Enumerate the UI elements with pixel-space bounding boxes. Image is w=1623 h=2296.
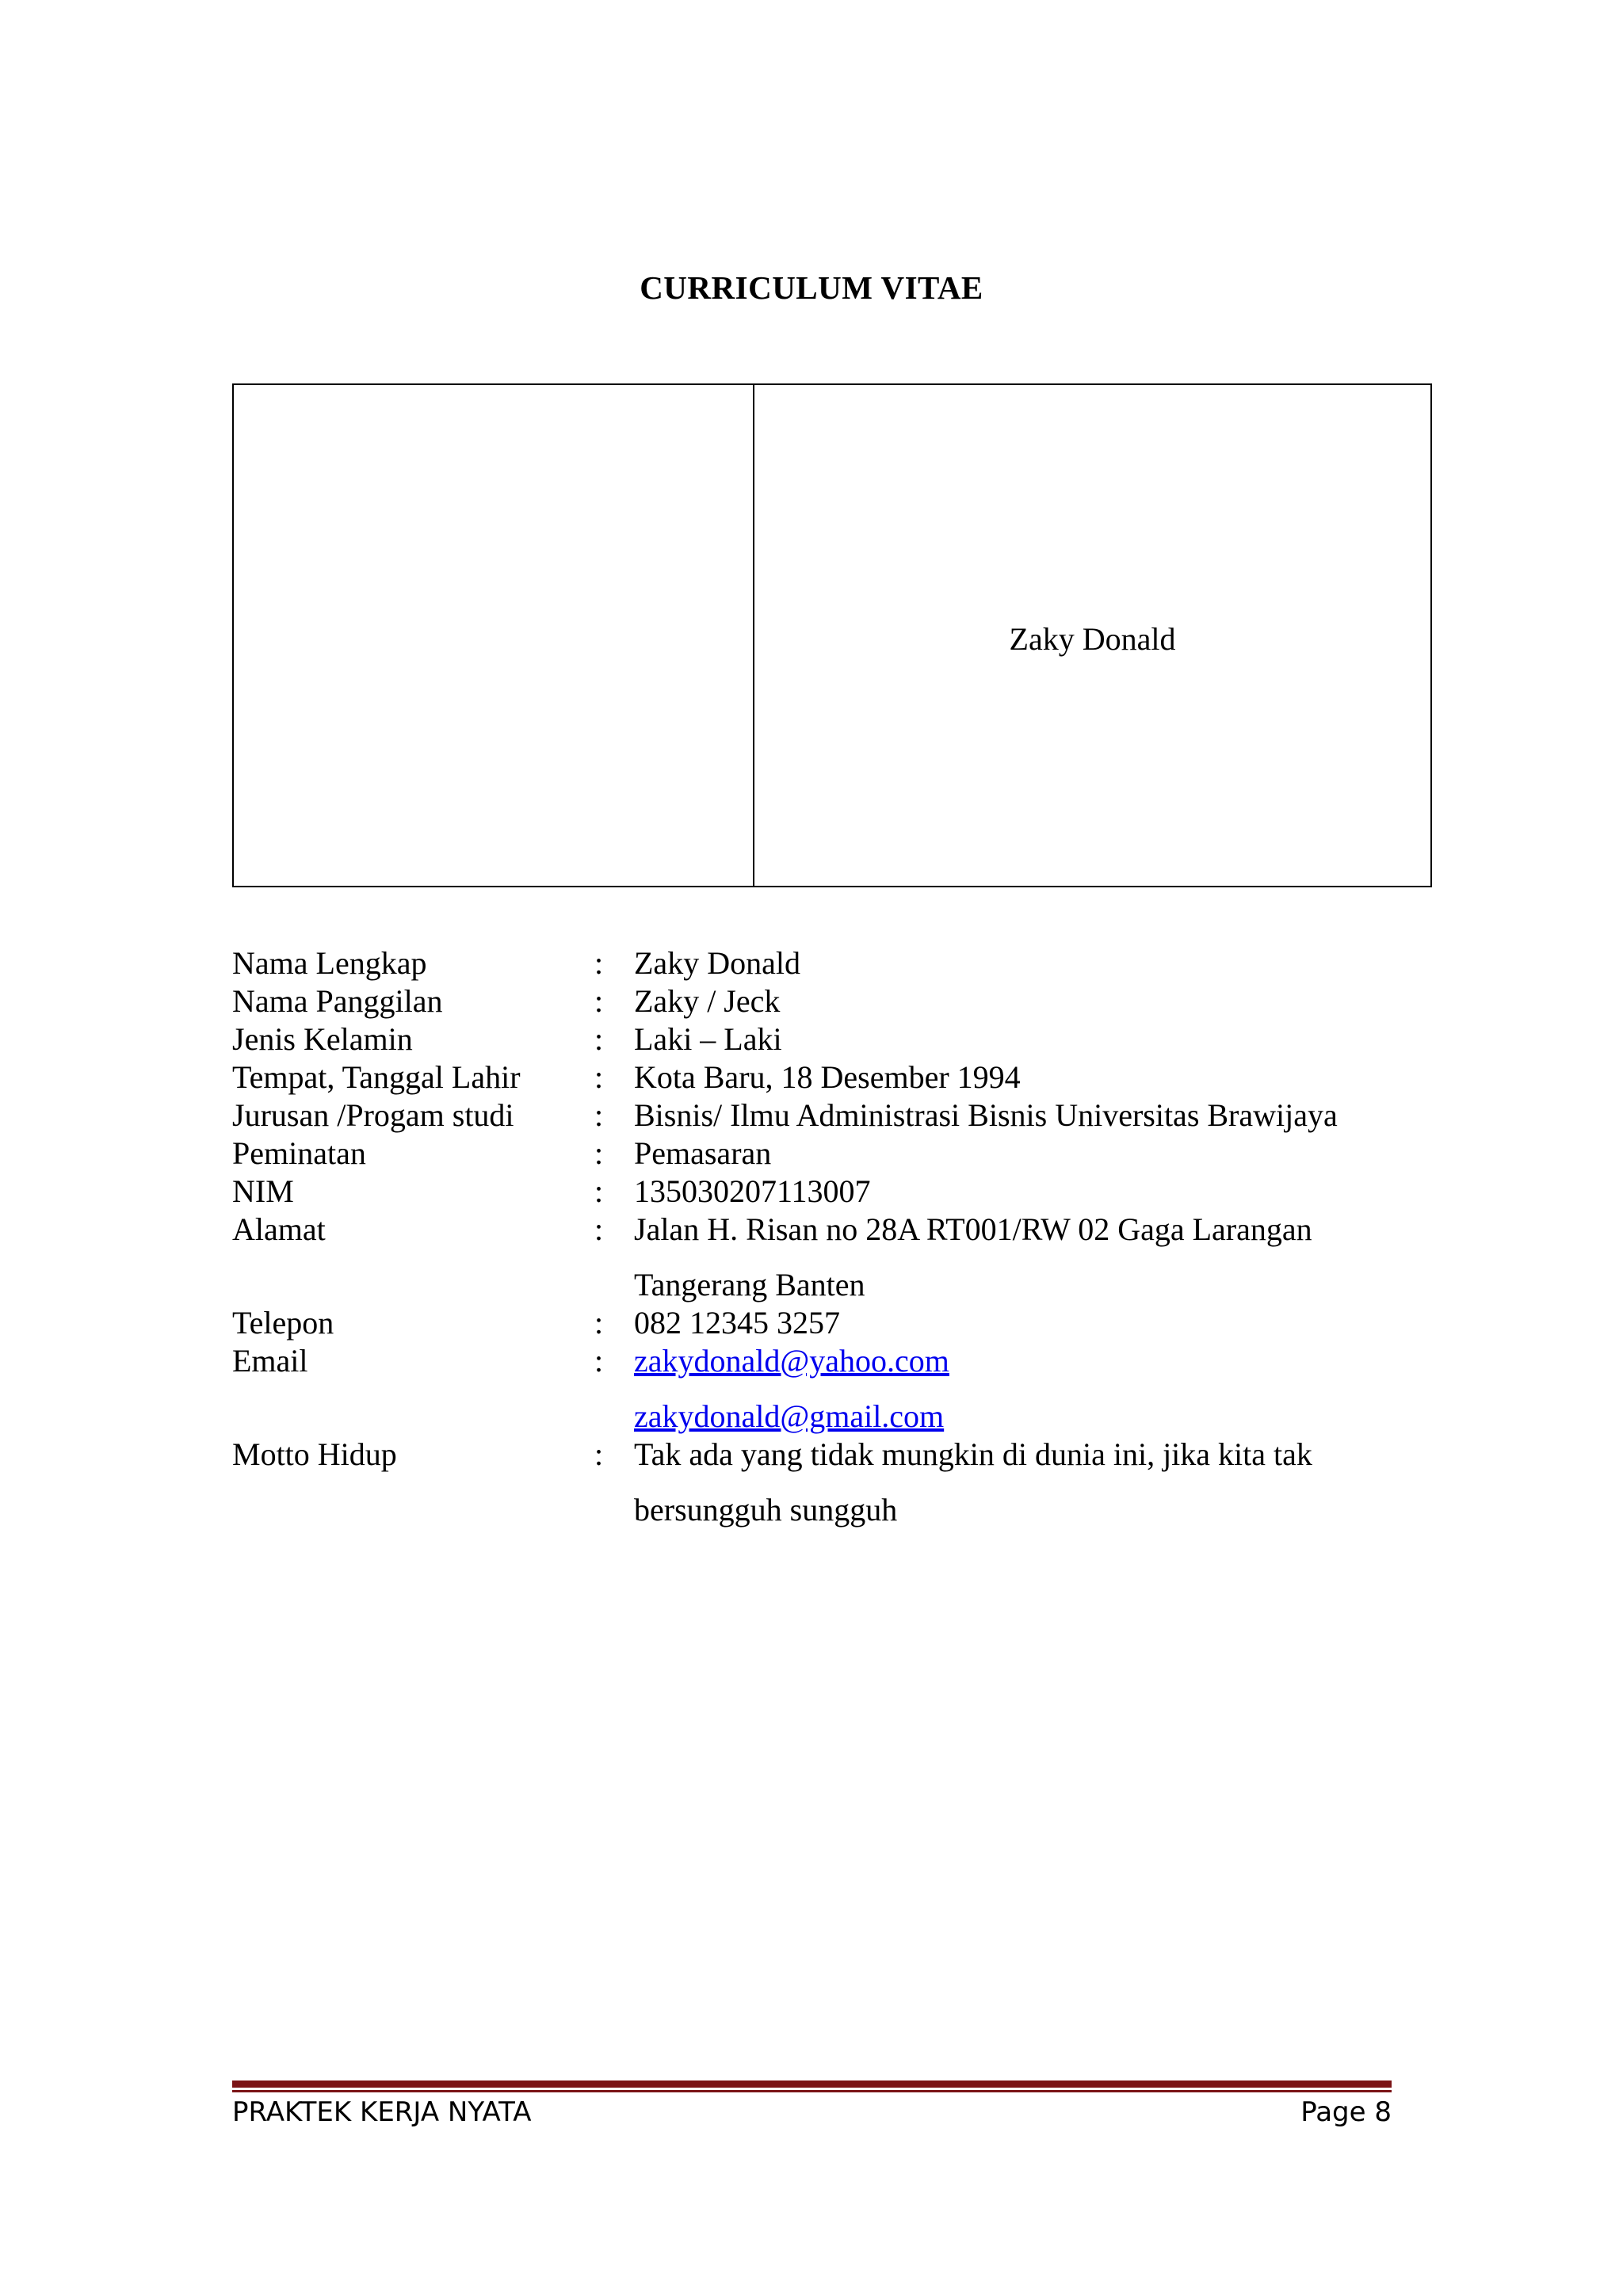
- address-line-2: Tangerang Banten: [634, 1267, 865, 1302]
- info-colon: :: [594, 1343, 604, 1379]
- info-label: Jurusan /Progam studi: [232, 1097, 514, 1133]
- info-colon: :: [594, 1097, 604, 1133]
- info-value: Zaky Donald: [634, 945, 800, 981]
- footer-divider-thin: [232, 2090, 1392, 2092]
- footer-divider: [232, 2081, 1392, 2088]
- info-value: Zaky / Jeck: [634, 983, 781, 1019]
- info-row-concentration: [232, 1135, 1437, 1173]
- info-value: 082 12345 3257: [634, 1305, 840, 1341]
- photo-placeholder: [234, 385, 754, 886]
- info-row-full-name: [232, 944, 1437, 982]
- info-row-birth: [232, 1058, 1437, 1097]
- info-row-phone: [232, 1304, 1437, 1342]
- info-label: Nama Panggilan: [232, 983, 443, 1019]
- motto-line-2: bersungguh sungguh: [634, 1492, 898, 1527]
- info-label: Nama Lengkap: [232, 945, 427, 981]
- info-value: Laki – Laki: [634, 1021, 782, 1057]
- email-link-yahoo[interactable]: zakydonald@yahoo.com: [634, 1343, 949, 1379]
- info-row-nickname: [232, 982, 1437, 1020]
- info-row-gender: [232, 1020, 1437, 1058]
- profile-name: Zaky Donald: [1009, 621, 1176, 657]
- info-row-motto: [232, 1436, 1437, 1529]
- name-cell: [754, 385, 1430, 886]
- info-colon: :: [594, 1021, 604, 1057]
- footer-title: PRAKTEK KERJA NYATA: [232, 2096, 532, 2128]
- info-label: Peminatan: [232, 1135, 366, 1171]
- info-value: [634, 1211, 1437, 1304]
- profile-table: [232, 383, 1432, 887]
- info-row-address: [232, 1211, 1437, 1304]
- info-row-email: [232, 1342, 1437, 1436]
- address-line-1: Jalan H. Risan no 28A RT001/RW 02 Gaga Larangan: [634, 1211, 1312, 1247]
- info-value: Kota Baru, 18 Desember 1994: [634, 1059, 1021, 1095]
- info-label: Alamat: [232, 1211, 326, 1247]
- info-colon: :: [594, 1173, 604, 1209]
- email-link-gmail[interactable]: zakydonald@gmail.com: [634, 1398, 945, 1434]
- info-colon: :: [594, 1305, 604, 1341]
- info-value: [634, 1436, 1437, 1529]
- info-colon: :: [594, 1436, 604, 1472]
- motto-line-1: Tak ada yang tidak mungkin di dunia ini, jika kita tak: [634, 1436, 1312, 1472]
- info-row-nim: [232, 1173, 1437, 1211]
- info-colon: :: [594, 1059, 604, 1095]
- info-value: [634, 1342, 1437, 1436]
- page-number: Page 8: [1300, 2096, 1392, 2128]
- info-value: Bisnis/ Ilmu Administrasi Bisnis Universitas Brawijaya: [634, 1097, 1338, 1133]
- info-row-major: [232, 1097, 1437, 1135]
- info-colon: :: [594, 1211, 604, 1247]
- personal-info: [232, 944, 1437, 1529]
- info-label: NIM: [232, 1173, 294, 1209]
- info-label: Email: [232, 1343, 308, 1379]
- info-label: Motto Hidup: [232, 1436, 397, 1472]
- info-label: Jenis Kelamin: [232, 1021, 413, 1057]
- page-title: CURRICULUM VITAE: [640, 269, 983, 306]
- info-label: Tempat, Tanggal Lahir: [232, 1059, 521, 1095]
- info-value: Pemasaran: [634, 1135, 772, 1171]
- info-colon: :: [594, 1135, 604, 1171]
- info-label: Telepon: [232, 1305, 334, 1341]
- info-value: 135030207113007: [634, 1173, 871, 1209]
- info-colon: :: [594, 983, 604, 1019]
- info-colon: :: [594, 945, 604, 981]
